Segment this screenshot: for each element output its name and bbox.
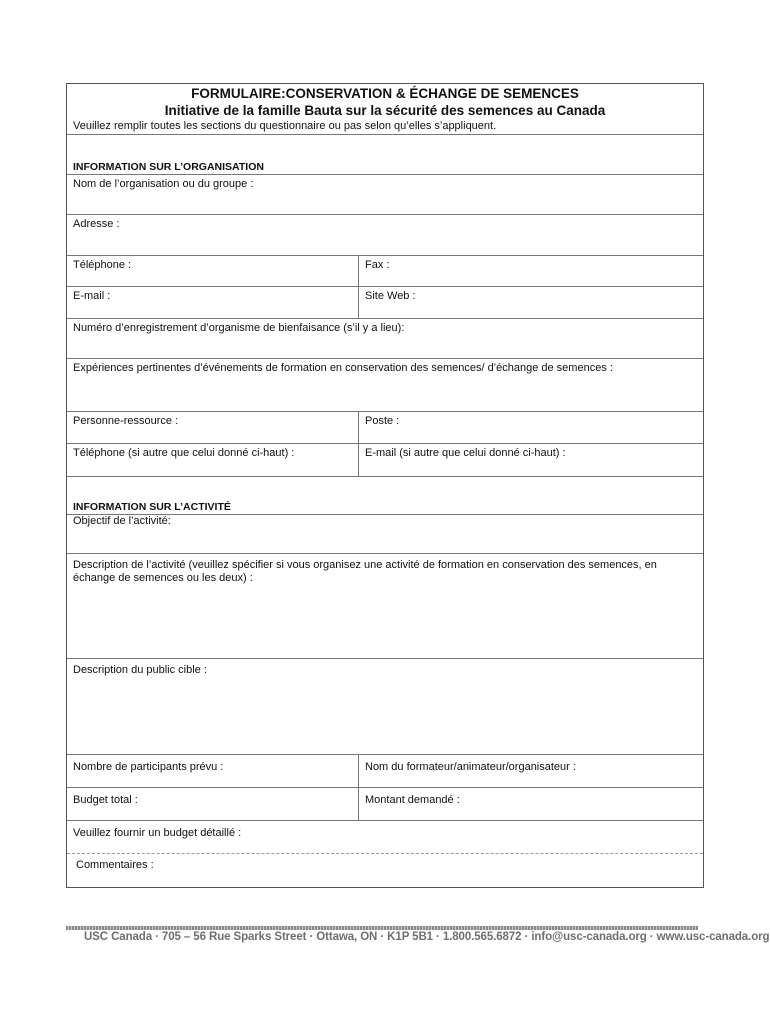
trainer-field[interactable] (359, 755, 703, 787)
comments-field[interactable] (67, 854, 703, 887)
org-section-heading: INFORMATION SUR L’ORGANISATION (73, 161, 264, 173)
org-section-heading-row (67, 135, 703, 175)
experience-field[interactable] (67, 359, 703, 412)
objective-field[interactable] (67, 515, 703, 554)
email-label: E-mail : (73, 290, 111, 302)
position-field[interactable] (359, 412, 703, 443)
contact-person-label: Personne-ressource : (73, 415, 179, 427)
org-name-field[interactable] (67, 175, 703, 215)
budget-label: Budget total : (73, 794, 138, 806)
alt-phone-field[interactable] (67, 444, 359, 476)
form-subtitle: Initiative de la famille Bauta sur la sécurité des semences au Canada (164, 103, 606, 118)
form-title: FORMULAIRE:CONSERVATION & ÉCHANGE DE SEMENCES (191, 86, 579, 101)
experience-label: Expériences pertinentes d’événements de formation en conservation des semences/ d’échange de semences : (73, 362, 613, 374)
audience-field[interactable] (67, 659, 703, 755)
activity-description-label (67, 554, 703, 588)
website-label: Site Web : (365, 290, 416, 302)
phone-fax-row (67, 256, 703, 287)
participants-trainer-row (67, 755, 703, 788)
trainer-label: Nom du formateur/animateur/organisateur : (365, 761, 576, 773)
budget-field[interactable] (67, 788, 359, 820)
alt-email-label: E-mail (si autre que celui donné ci-haut) : (365, 447, 566, 459)
charity-number-field[interactable] (67, 319, 703, 359)
activity-description-field[interactable] (67, 554, 703, 659)
comments-label: Commentaires : (76, 859, 154, 871)
participants-field[interactable] (67, 755, 359, 787)
form-instructions: Veuillez remplir toutes les sections du questionnaire ou pas selon qu’elles s’appliquent. (73, 120, 497, 132)
fax-label: Fax : (365, 259, 390, 271)
phone-field[interactable] (67, 256, 359, 286)
footer-divider (66, 926, 698, 930)
contact-person-field[interactable] (67, 412, 359, 443)
contact-position-row (67, 412, 703, 444)
fax-field[interactable] (359, 256, 703, 286)
address-label: Adresse : (73, 218, 120, 230)
alt-contact-row (67, 444, 703, 477)
activity-description-line-2: échange de semences ou les deux) : (73, 572, 253, 584)
email-field[interactable] (67, 287, 359, 318)
alt-phone-label: Téléphone (si autre que celui donné ci-haut) : (73, 447, 295, 459)
budget-amount-row (67, 788, 703, 821)
activity-description-line-1: Description de l’activité (veuillez spécifier si vous organisez une activité de formation en conservation des semences, en (73, 559, 657, 571)
audience-label: Description du public cible : (73, 664, 207, 676)
email-website-row (67, 287, 703, 319)
amount-field[interactable] (359, 788, 703, 820)
footer-contact-info: USC Canada · 705 – 56 Rue Sparks Street · Ottawa, ON · K1P 5B1 · 1.800.565.6872 · info@usc-canada.org · www.usc-canada.org (84, 931, 770, 943)
charity-number-label: Numéro d’enregistrement d’organisme de bienfaisance (s’il y a lieu): (73, 322, 405, 334)
phone-label: Téléphone : (73, 259, 132, 271)
amount-label: Montant demandé : (365, 794, 460, 806)
activity-section-heading-row (67, 477, 703, 515)
objective-label: Objectif de l’activité: (73, 515, 171, 527)
participants-label: Nombre de participants prévu : (73, 761, 224, 773)
position-label: Poste : (365, 415, 400, 427)
form-header (67, 84, 703, 135)
activity-section-heading: INFORMATION SUR L’ACTIVITÉ (73, 501, 231, 513)
alt-email-field[interactable] (359, 444, 703, 476)
seed-exchange-form (66, 83, 704, 888)
budget-detail-label: Veuillez fournir un budget détaillé : (73, 827, 242, 839)
budget-detail-field[interactable] (67, 821, 703, 854)
org-name-label: Nom de l’organisation ou du groupe : (73, 178, 254, 190)
address-field[interactable] (67, 215, 703, 256)
website-field[interactable] (359, 287, 703, 318)
